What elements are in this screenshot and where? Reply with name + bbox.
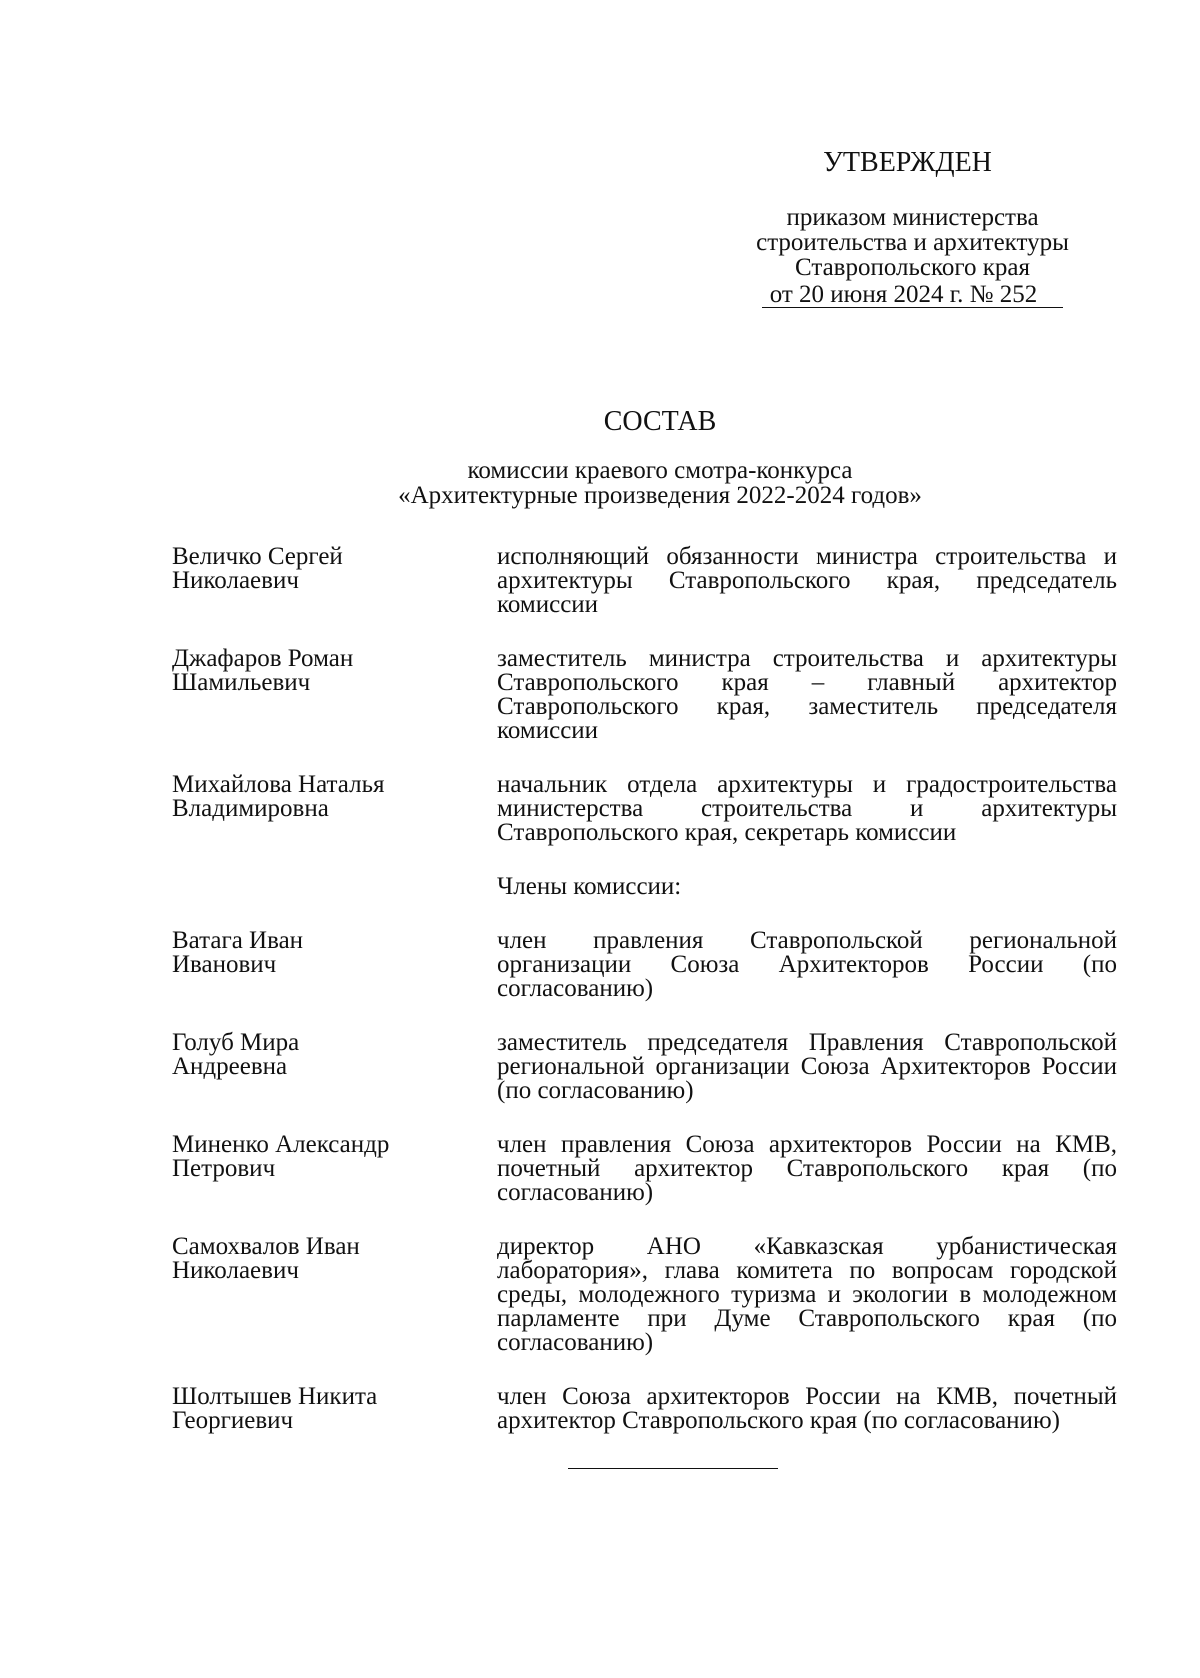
member-role: заместитель министра строительства и архитектуры Ставропольского края – главный архитектор Ставропольского края, заместитель председателя комиссии	[497, 645, 1117, 744]
member-row	[172, 773, 1117, 845]
approval-line-2: строительства и архитектуры	[756, 229, 1069, 256]
member-name	[172, 1031, 497, 1103]
member-row	[172, 1235, 1117, 1355]
member-name	[172, 929, 497, 1001]
member-patronymic: Шамильевич	[172, 669, 311, 696]
member-surname-given: Миненко Александр	[172, 1131, 390, 1158]
subtitle-line-2: «Архитектурные произведения 2022-2024 годов»	[398, 482, 922, 509]
member-name	[172, 1235, 497, 1355]
member-surname-given: Самохвалов Иван	[172, 1233, 360, 1260]
approval-line-3: Ставропольского края	[795, 254, 1030, 281]
document-title: СОСТАВ	[603, 406, 717, 437]
member-row	[172, 545, 1117, 617]
commission-composition-list	[172, 545, 1117, 1433]
member-name	[172, 773, 497, 845]
member-surname-given: Джафаров Роман	[172, 645, 354, 672]
member-patronymic: Иванович	[172, 951, 277, 978]
member-surname-given: Михайлова Наталья	[172, 771, 385, 798]
member-role: член Союза архитекторов России на КМВ, почетный архитектор Ставропольского края (по согласованию)	[497, 1383, 1117, 1434]
member-row	[172, 647, 1117, 743]
member-patronymic: Владимировна	[172, 795, 329, 822]
member-patronymic: Андреевна	[172, 1053, 288, 1080]
member-name	[172, 545, 497, 617]
member-surname-given: Голуб Мира	[172, 1029, 300, 1056]
member-surname-given: Шолтышев Никита	[172, 1383, 378, 1410]
member-surname-given: Ватага Иван	[172, 927, 304, 954]
member-role: член правления Союза архитекторов России на КМВ, почетный архитектор Ставропольского края (по согласованию)	[497, 1131, 1117, 1206]
member-row	[172, 1031, 1117, 1103]
members-section-label: Члены комиссии:	[497, 873, 682, 900]
member-role: член правления Ставропольской региональной организации Союза Архитекторов России (по согласованию)	[497, 927, 1117, 1002]
approval-line-1: приказом министерства	[786, 204, 1039, 231]
member-role: заместитель председателя Правления Ставропольской региональной организации Союза Архитекторов России (по согласованию)	[497, 1029, 1117, 1104]
member-surname-given: Величко Сергей	[172, 543, 343, 570]
approved-heading: УТВЕРЖДЕН	[823, 147, 992, 178]
member-row	[172, 1133, 1117, 1205]
member-role: начальник отдела архитектуры и градостроительства министерства строительства и архитектуры Ставропольского края, секретарь комиссии	[497, 771, 1117, 846]
member-row	[172, 1385, 1117, 1433]
member-patronymic: Николаевич	[172, 567, 299, 594]
document-subtitle	[0, 458, 1200, 508]
member-patronymic: Петрович	[172, 1155, 276, 1182]
member-role: исполняющий обязанности министра строительства и архитектуры Ставропольского края, председатель комиссии	[497, 543, 1117, 618]
approval-stamp-block	[740, 147, 1085, 308]
member-name	[172, 647, 497, 743]
member-patronymic: Николаевич	[172, 1257, 299, 1284]
member-name	[172, 1385, 497, 1433]
member-patronymic: Георгиевич	[172, 1407, 294, 1434]
member-name	[172, 1133, 497, 1205]
member-row	[172, 929, 1117, 1001]
order-date-number: от 20 июня 2024 г. № 252	[762, 282, 1064, 308]
subtitle-line-1: комиссии краевого смотра-конкурса	[467, 457, 853, 484]
member-role: директор АНО «Кавказская урбанистическая лаборатория», глава комитета по вопросам городской среды, молодежного туризма и экологии в молодежном парламенте при Думе Ставропольского края (по согласованию)	[497, 1233, 1117, 1356]
closing-rule-divider	[568, 1468, 778, 1469]
